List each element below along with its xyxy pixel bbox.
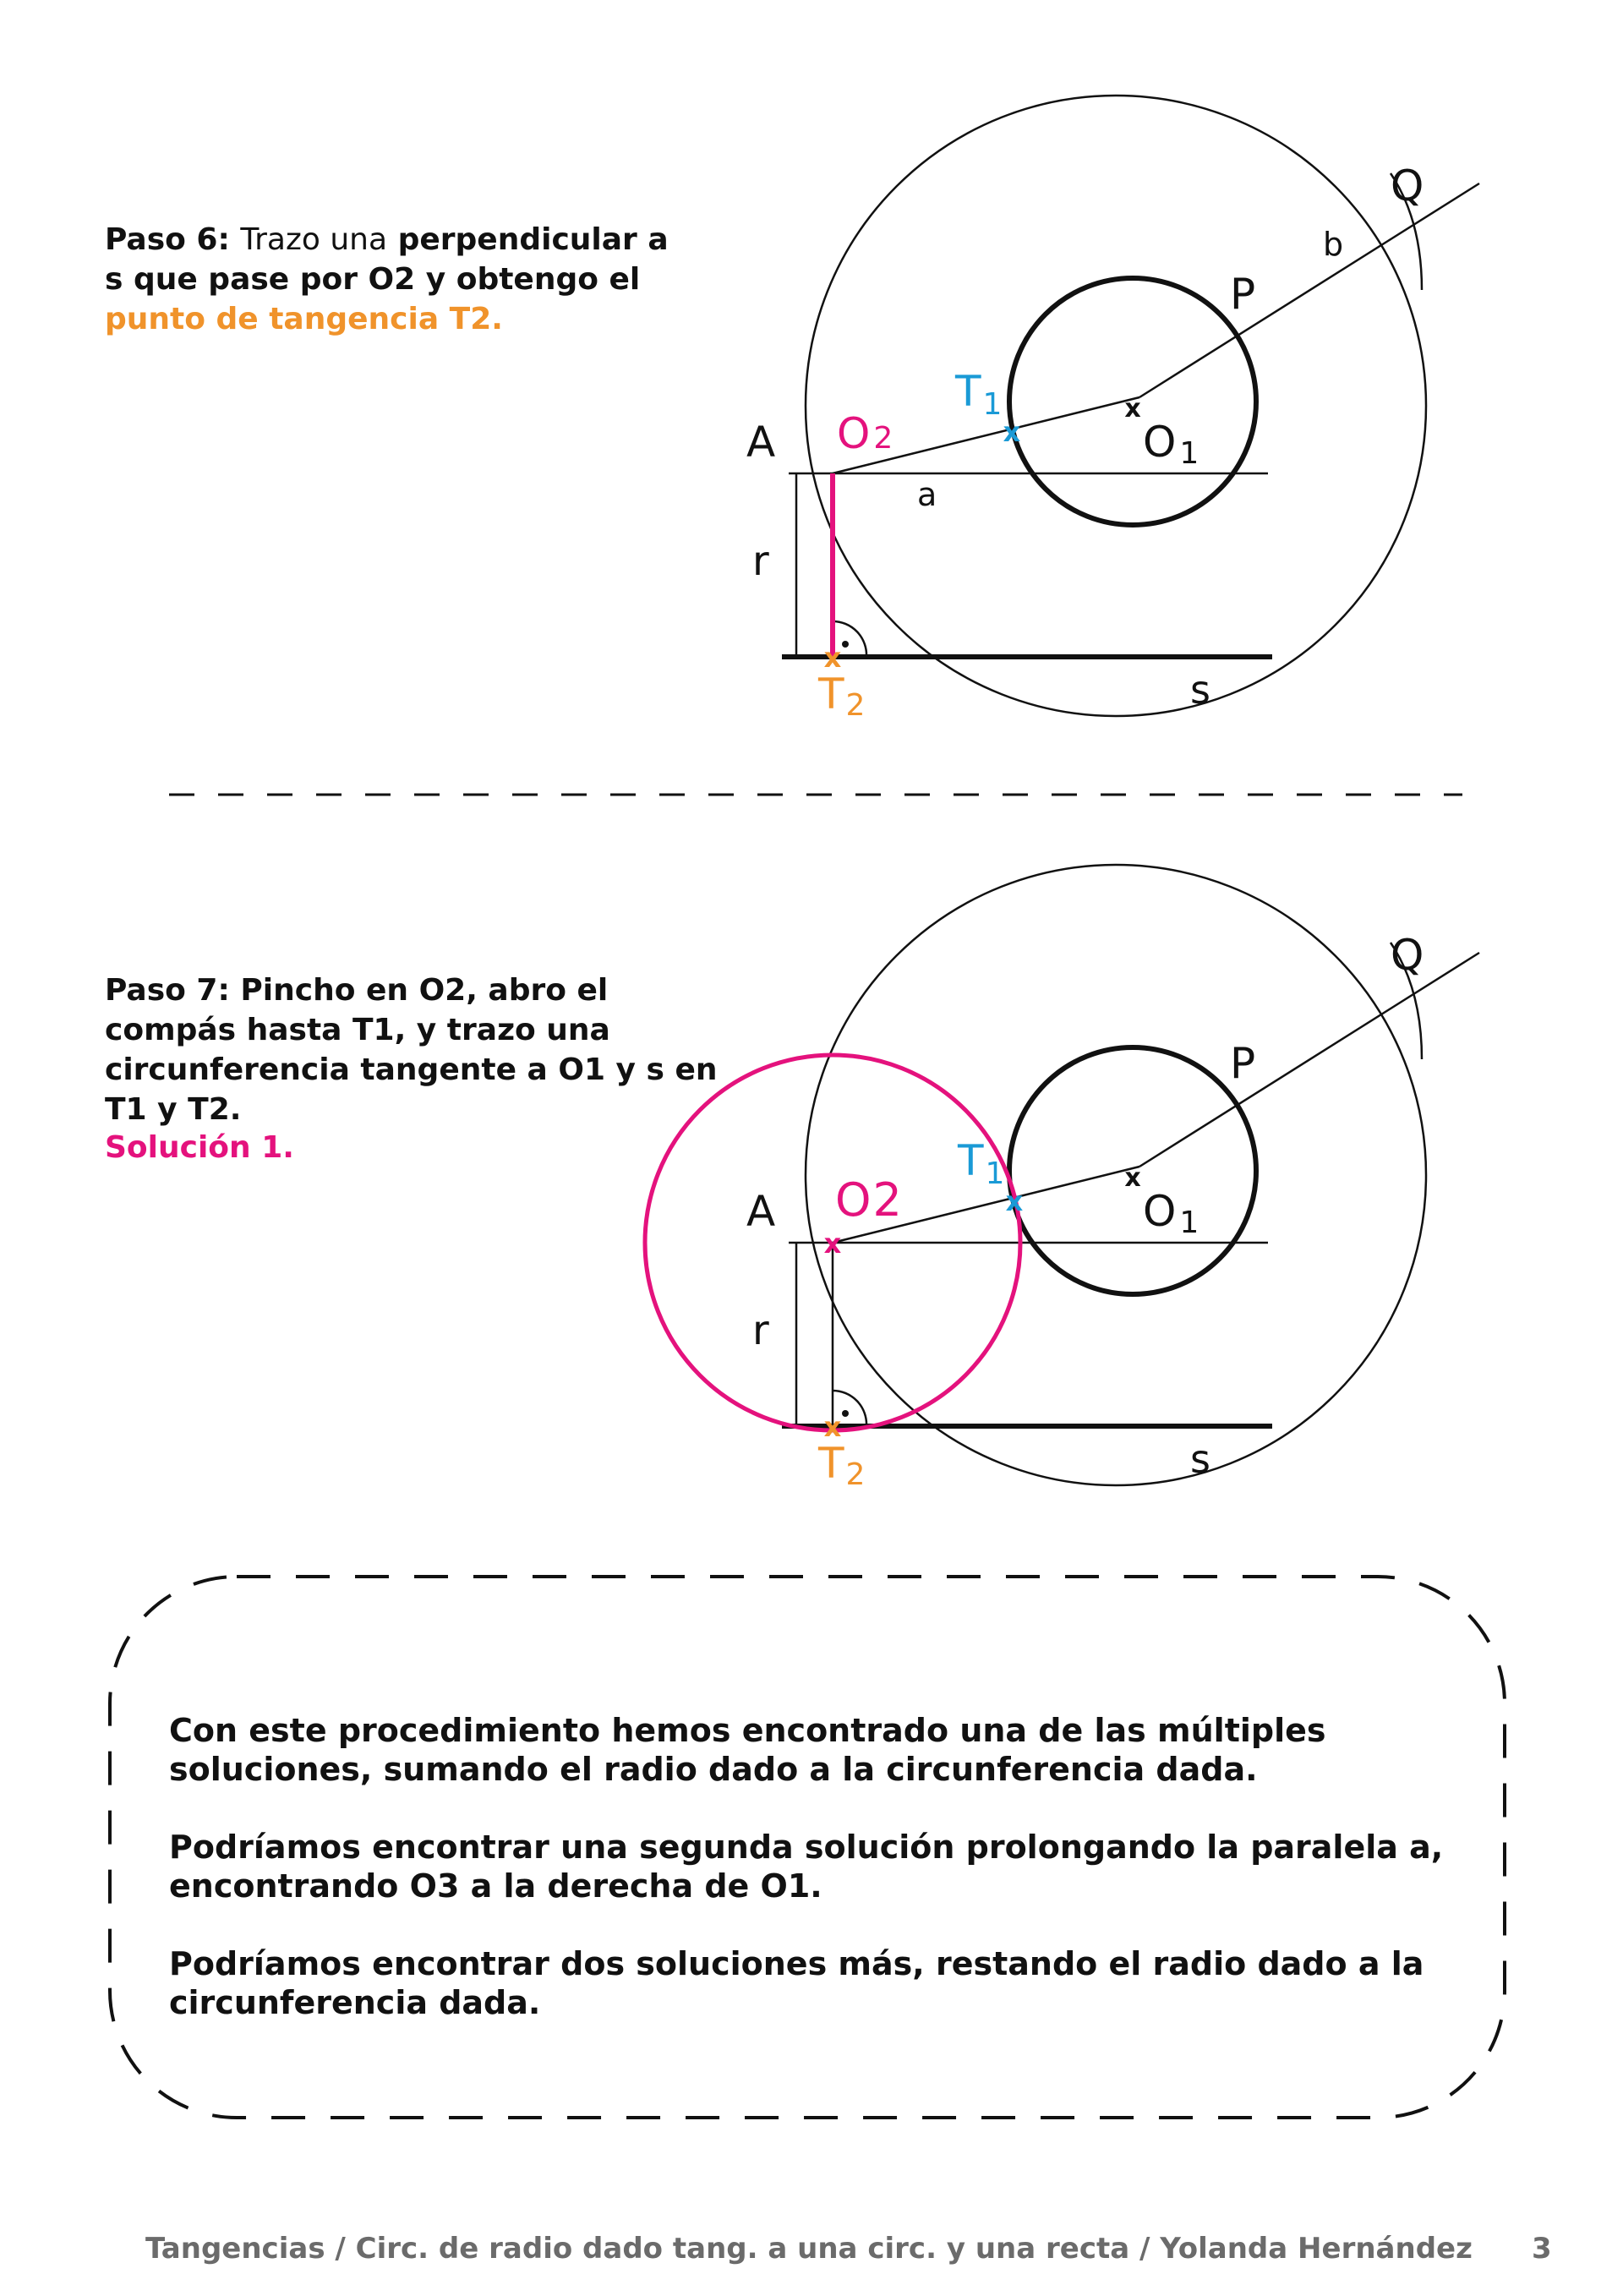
point-o1-cross: x <box>1124 1163 1141 1193</box>
step6-label: Paso 6: <box>105 222 230 257</box>
note-paragraph-2: Podríamos encontrar una segunda solución prolongando la paralela a, encontrando O3 a la derecha de O1. <box>169 1829 1444 1905</box>
label-line-a: a <box>917 476 937 513</box>
label-t1: $T_1$ <box>955 367 1003 422</box>
step6-text-light: Trazo una <box>240 222 388 257</box>
label-a-point: A <box>746 418 776 467</box>
label-t2: T2 <box>818 670 866 723</box>
label-o1: O 1 <box>1143 1187 1199 1240</box>
large-circle <box>806 96 1426 716</box>
label-p: P <box>1230 270 1256 319</box>
dashed-divider <box>0 786 1623 803</box>
label-p: P <box>1230 1039 1256 1088</box>
label-o1: O 1 <box>1143 418 1199 471</box>
step6-highlight: punto de tangencia T2. <box>105 302 503 336</box>
label-t1: $T_1$ <box>958 1136 1005 1191</box>
label-r: r <box>752 1307 769 1354</box>
point-o2-cross: x <box>823 1227 842 1260</box>
note-paragraph-3: Podríamos encontrar dos soluciones más, restando el radio dado a la circunferencia dada. <box>169 1945 1424 2021</box>
footer-text: Tangencias / Circ. de radio dado tang. a una circ. y una recta / Yolanda Hernández <box>145 2232 1473 2266</box>
label-o2: O 2 <box>837 409 893 458</box>
point-t2-cross: x <box>823 642 842 674</box>
point-t1-cross: x <box>1005 1185 1024 1217</box>
label-b: b <box>1323 226 1344 263</box>
label-q: Q <box>1391 931 1424 980</box>
page-number: 3 <box>1532 2232 1552 2266</box>
solution-label: Solución 1. <box>105 1130 294 1165</box>
point-o1-cross: x <box>1124 394 1141 424</box>
step7-body: Pincho en O2, abro el compás hasta T1, y trazo una circunferencia tangente a O1 y s en T1 y T2. <box>105 973 718 1127</box>
label-q: Q <box>1391 161 1424 210</box>
step6-text-bold: perpendicular a s que pase por O2 y obtengo el <box>105 222 669 297</box>
step7-label: Paso 7: <box>105 973 230 1008</box>
step7-figure <box>0 803 1623 1522</box>
note-paragraph-1: Con este procedimiento hemos encontrado una de las múltiples soluciones, sumando el radio dado a la circunferencia dada. <box>169 1712 1326 1788</box>
label-s: s <box>1190 1436 1210 1482</box>
label-a-point: A <box>746 1187 776 1236</box>
label-r: r <box>752 538 769 585</box>
step6-figure <box>0 0 1623 803</box>
right-angle-dot <box>842 641 849 648</box>
label-s: s <box>1190 667 1210 713</box>
point-t2-cross: x <box>823 1411 842 1443</box>
label-o2: O2 <box>835 1173 902 1227</box>
label-t2: T2 <box>818 1439 866 1492</box>
right-angle-dot <box>842 1410 849 1417</box>
point-t1-cross: x <box>1003 416 1021 448</box>
